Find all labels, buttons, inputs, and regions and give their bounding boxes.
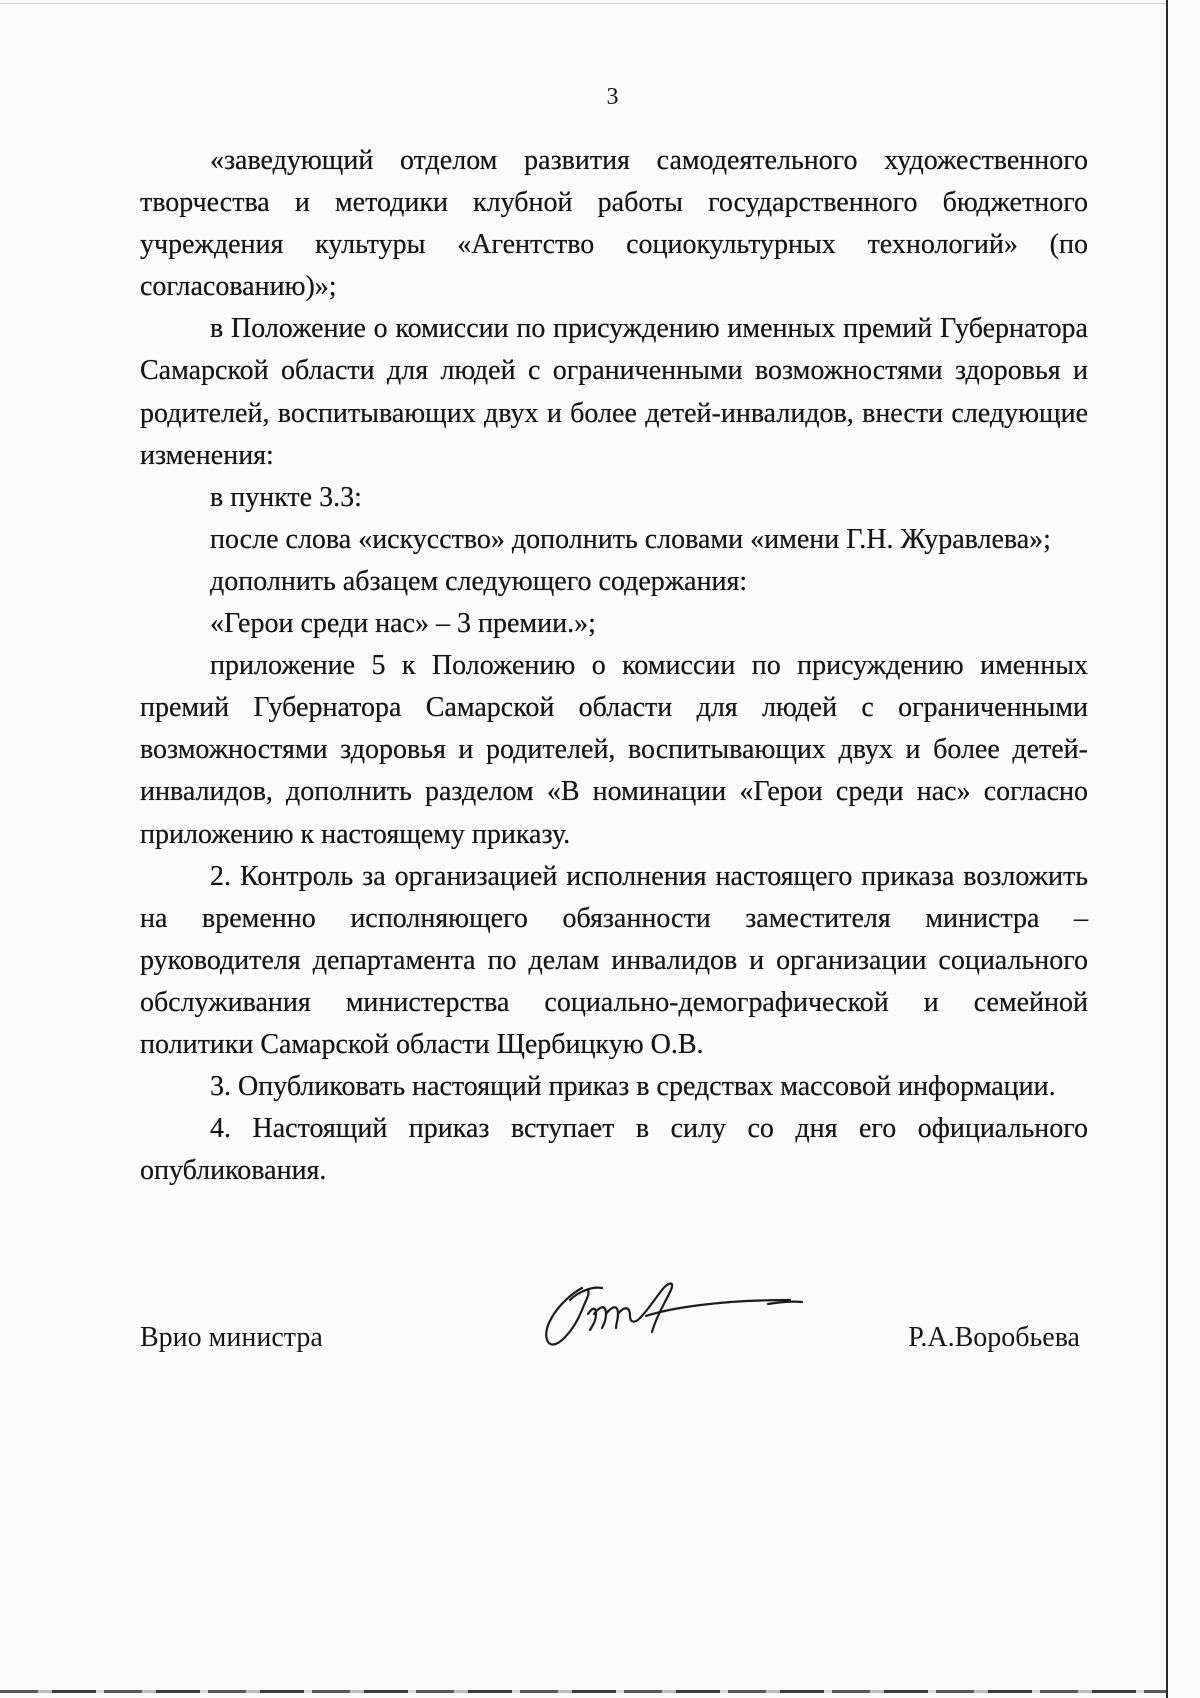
signatory-position: Врио министра [140, 1322, 323, 1353]
scan-edge-top [0, 3, 1166, 4]
paragraph: 2. Контроль за организацией исполнения настоящего приказа возложить на временно исполняющего обязанности заместителя министра – руководителя департамента по делам инвалидов и организации социального обслуживания министерства социально-демографической и семейной политики Самарской области Щербицкую О.В. [140, 860, 1088, 1060]
page-number: 3 [606, 84, 619, 110]
paragraph: дополнить абзацем следующего содержания: [210, 565, 748, 597]
scan-edge-right [1166, 0, 1168, 1698]
signatory-name: Р.А.Воробьева [908, 1322, 1080, 1353]
paragraph: 3. Опубликовать настоящий приказ в средствах массовой информации. [210, 1071, 1056, 1103]
scan-edge-bottom [0, 1690, 1166, 1693]
paragraph: в Положение о комиссии по присуждению именных премий Губернатора Самарской области для людей с ограниченными возможностями здоровья и родителей, воспитывающих двух и более детей-инвалидов, внести следующие изменения: [140, 313, 1088, 471]
paragraph: после слова «искусство» дополнить словами «имени Г.Н. Журавлева»; [210, 523, 1051, 555]
paragraph: «Герои среди нас» – 3 премии.»; [210, 608, 596, 640]
paragraph: приложение 5 к Положению о комиссии по присуждению именных премий Губернатора Самарской области для людей с ограниченными возможностями здоровья и родителей, воспитывающих двух и более детей-инвалидов, дополнить разделом «В номинации «Герои среди нас» согласно приложению к настоящему приказу. [140, 650, 1088, 850]
paragraph: в пункте 3.3: [210, 481, 362, 513]
paragraph: 4. Настоящий приказ вступает в силу со дня его официального опубликования. [140, 1113, 1088, 1187]
handwritten-signature-icon [530, 1270, 820, 1360]
document-body [140, 140, 1088, 1192]
paragraph: «заведующий отделом развития самодеятельного художественного творчества и методики клубной работы государственного бюджетного учреждения культуры «Агентство социокультурных технологий» (по согласованию)»; [140, 145, 1088, 303]
